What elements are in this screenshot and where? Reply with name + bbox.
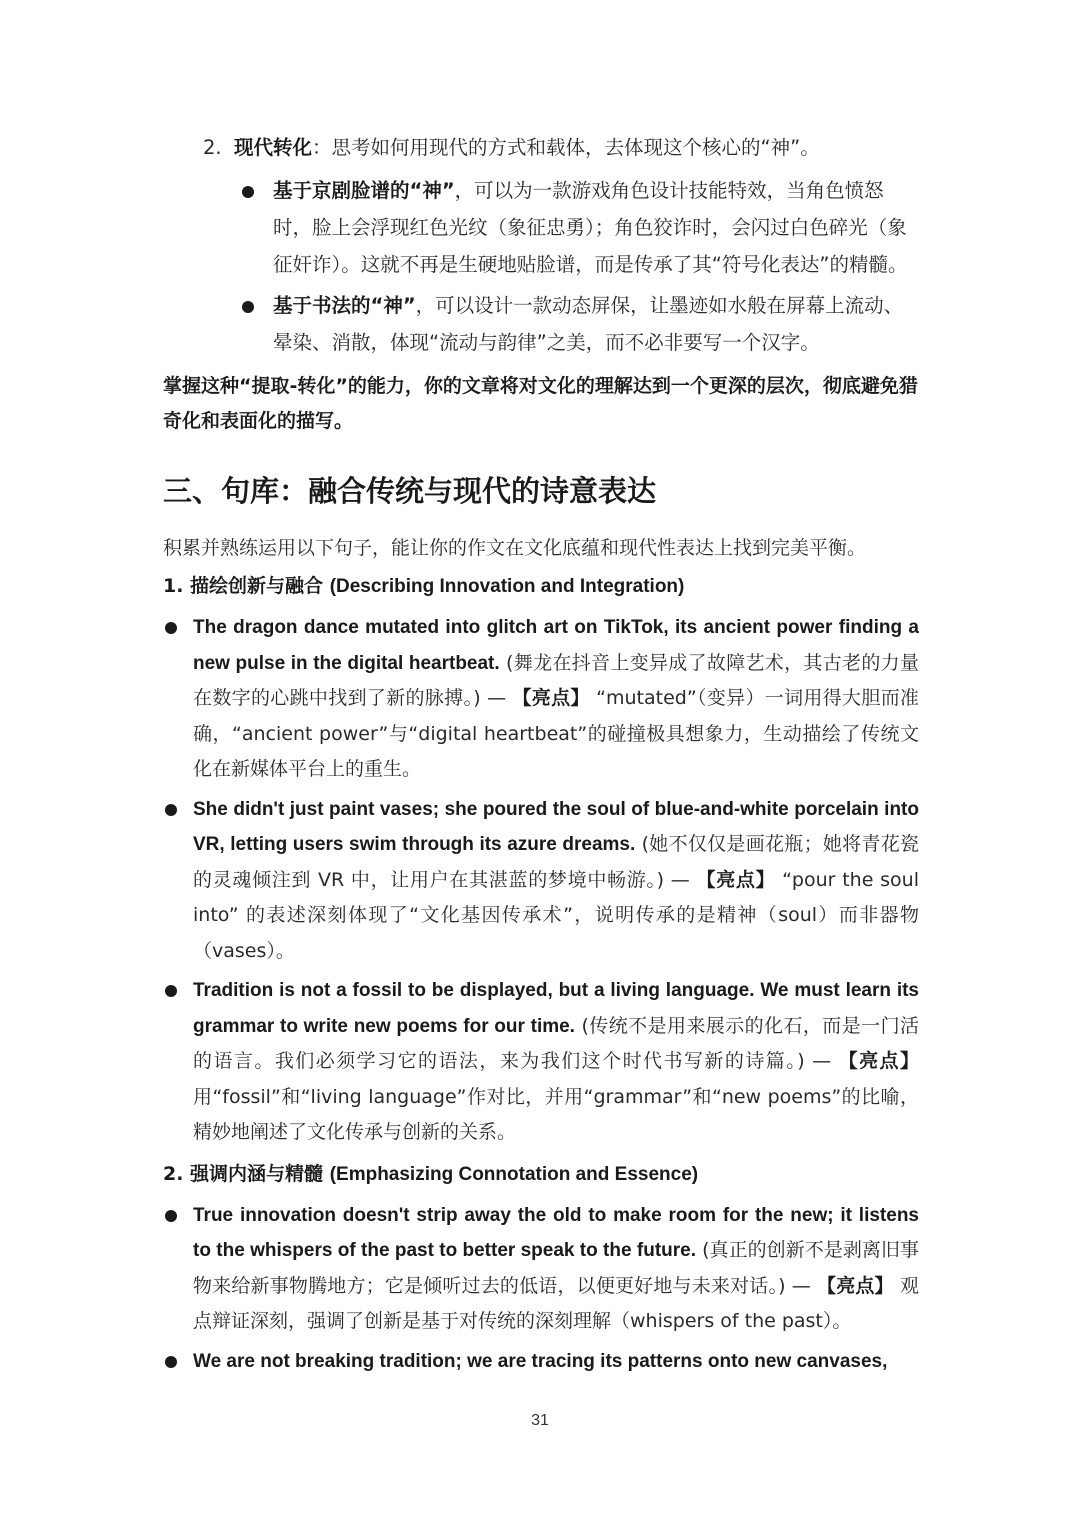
sentence-item — [163, 610, 919, 788]
group-title-cn: 1. 描绘创新与融合 — [163, 575, 324, 597]
sentence-english: Tradition is not a fossil to be displayed, but a living language. We must learn its grammar to write new poems for our time. — [193, 980, 919, 1037]
page-number: 31 — [531, 1412, 549, 1429]
item-number: 2. — [203, 136, 222, 159]
group-title-cn: 2. 强调内涵与精髓 — [163, 1162, 324, 1185]
bullet-dot-icon — [165, 985, 177, 997]
sentence-translation: (舞龙在抖音上变异成了故障艺术，其古老的力量在数字的心跳中找到了新的脉搏。) — — [193, 651, 919, 709]
list-item-modern-transform — [203, 128, 919, 168]
document-page — [163, 128, 919, 1383]
highlight-tag: 【亮点】 — [696, 868, 776, 891]
bullet-dot-icon — [165, 622, 177, 634]
sentence-translation: (她不仅仅是画花瓶；她将青花瓷的灵魂倾注到 VR 中，让用户在其湛蓝的梦境中畅游。) — — [193, 833, 919, 891]
group-heading-essence — [163, 1155, 919, 1194]
section-intro: 积累并熟练运用以下句子，能让你的作文在文化底蕴和现代性表达上找到完美平衡。 — [163, 537, 867, 559]
highlight-note: 用“fossil”和“living language”作对比，并用“grammar”和“new poems”的比喻，精妙地阐述了文化传承与创新的关系。 — [193, 1085, 919, 1143]
group-title-en: (Describing Innovation and Integration) — [329, 576, 685, 597]
sentence-english: She didn't just paint vases; she poured the soul of blue-and-white porcelain into VR, letting users swim through its azure dreams. — [193, 798, 919, 855]
sentence-translation: (真正的创新不是剥离旧事物来给新事物腾地方；它是倾听过去的低语，以便更好地与未来对话。) — — [193, 1239, 920, 1297]
item-label: 现代转化 — [234, 136, 313, 159]
highlight-tag: 【亮点】 — [838, 1050, 919, 1072]
item-text: ：思考如何用现代的方式和载体，去体现这个核心的“神”。 — [312, 136, 820, 159]
bullet-dot-icon — [242, 186, 254, 198]
sub-bullet-text: ，可以为一款游戏角色设计技能特效，当角色愤怒时，脸上会浮现红色光纹（象征忠勇）；角色狡诈时，会闪过白色碎光（象征奸诈）。这就不再是生硬地贴脸谱，而是传承了其“符号化表达”的精髓。 — [273, 179, 908, 276]
bullet-dot-icon — [242, 301, 254, 313]
sub-bullet-bold: 基于京剧脸谱的“神” — [273, 179, 455, 202]
group-title-en: (Emphasizing Connotation and Essence) — [329, 1163, 699, 1185]
summary-paragraph: 掌握这种“提取-转化”的能力，你的文章将对文化的理解达到一个更深的层次，彻底避免猎奇化和表面化的描写。 — [163, 375, 918, 432]
sentence-item — [163, 973, 919, 1151]
sentence-item — [163, 1344, 919, 1380]
sub-bullet-bold: 基于书法的“神” — [273, 294, 416, 317]
highlight-note: “mutated”（变异）一词用得大胆而准确，“ancient power”与“digital heartbeat”的碰撞极具想象力，生动描绘了传统文化在新媒体平台上的重生。 — [193, 687, 920, 780]
highlight-tag: 【亮点】 — [512, 687, 590, 709]
bullet-dot-icon — [165, 804, 177, 816]
sentence-translation: (传统不是用来展示的化石，而是一门活的语言。我们必须学习它的语法，来为我们这个时代书写新的诗篇。) — — [193, 1014, 919, 1072]
group-heading-innovation — [163, 567, 919, 606]
sentence-item — [163, 1198, 919, 1340]
sub-bullet-item — [273, 172, 919, 283]
sub-bullet-text: ，可以设计一款动态屏保，让墨迹如水般在屏幕上流动、晕染、消散，体现“流动与韵律”之美，而不必非要写一个汉字。 — [273, 294, 904, 354]
bullet-dot-icon — [165, 1210, 177, 1222]
sentence-english: The dragon dance mutated into glitch art on TikTok, its ancient power finding a new pulse in the digital heartbeat. — [193, 617, 919, 674]
highlight-tag: 【亮点】 — [817, 1274, 894, 1297]
section-heading: 三、句库：融合传统与现代的诗意表达 — [163, 474, 657, 508]
highlight-note: 观点辩证深刻，强调了创新是基于对传统的深刻理解（whispers of the past）。 — [193, 1274, 919, 1332]
sentence-item — [163, 792, 919, 970]
sub-bullet-list — [273, 172, 919, 361]
sentence-english: True innovation doesn't strip away the old to make room for the new; it listens to the whispers of the past to better speak to the future. — [193, 1204, 919, 1261]
sub-bullet-item — [273, 287, 919, 361]
bullet-dot-icon — [165, 1356, 177, 1368]
sentence-english: We are not breaking tradition; we are tracing its patterns onto new canvases, — [193, 1350, 888, 1372]
highlight-note: “pour the soul into” 的表述深刻体现了“文化基因传承术”，说明传承的是精神（soul）而非器物（vases）。 — [193, 868, 919, 962]
